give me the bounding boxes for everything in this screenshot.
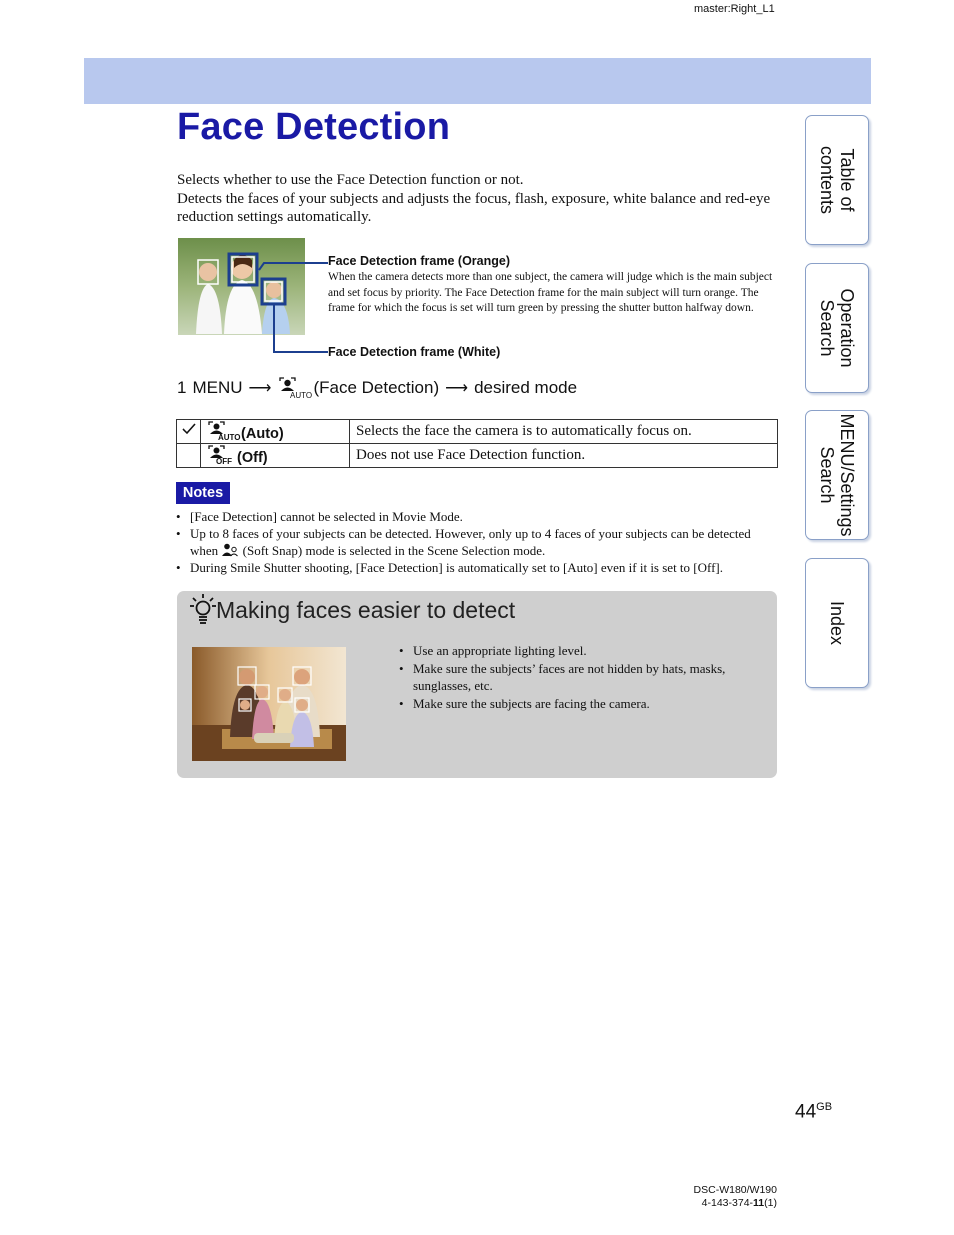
- mode-off-label: (Off): [237, 450, 268, 466]
- arrow-right-icon: ⟶: [445, 380, 469, 397]
- list-item: • [Face Detection] cannot be selected in Movie Mode.: [176, 508, 776, 525]
- face-detection-auto-icon: [277, 377, 313, 400]
- checkmark-icon: [182, 423, 196, 435]
- intro-line-2: Detects the faces of your subjects and adjusts the focus, flash, exposure, white balance and red-eye reduction settings automatically.: [177, 190, 771, 225]
- svg-text:AUTO: AUTO: [218, 433, 241, 442]
- page-number-value: 44: [795, 1101, 817, 1123]
- master-label: master:Right_L1: [694, 3, 775, 15]
- mode-table: [176, 419, 778, 468]
- mode-auto-label: (Auto): [241, 426, 284, 442]
- step-instruction: [177, 377, 577, 399]
- list-item: [176, 525, 776, 559]
- table-row: [177, 444, 778, 468]
- tab-menu-settings-search[interactable]: [805, 410, 869, 540]
- svg-text:OFF: OFF: [216, 457, 232, 466]
- step-destination: desired mode: [474, 378, 578, 397]
- page-title: Face Detection: [177, 106, 451, 148]
- mode-auto-description: Selects the face the camera is to automatically focus on.: [350, 420, 778, 444]
- mode-off-description: Does not use Face Detection function.: [350, 444, 778, 468]
- table-row: [177, 420, 778, 444]
- list-item: • Make sure the subjects are facing the camera.: [399, 695, 759, 713]
- white-frame-title: Face Detection frame (White): [328, 345, 501, 359]
- list-item: • Use an appropriate lighting level.: [399, 642, 759, 660]
- notes-badge: Notes: [176, 482, 230, 504]
- family-sample-photo: [192, 647, 346, 761]
- intro-line-1: Selects whether to use the Face Detection function or not.: [177, 172, 524, 188]
- note-2-text-a: Up to 8 faces of your subjects can be detected. However, only up to 4 faces of your subjects can be detected when: [190, 526, 751, 558]
- tab-operation-search[interactable]: [805, 263, 869, 393]
- note-2-text-b: (Soft Snap) mode is selected in the Scene Selection mode.: [242, 543, 546, 558]
- list-item: • Make sure the subjects’ faces are not hidden by hats, masks, sunglasses, etc.: [399, 660, 759, 695]
- step-number: 1: [177, 378, 187, 397]
- default-check-cell: [177, 420, 201, 444]
- tips-title: Making faces easier to detect: [216, 597, 516, 623]
- header-band: [84, 58, 871, 104]
- mode-auto-cell: [201, 420, 350, 444]
- face-detection-auto-icon: [207, 421, 241, 442]
- tab-label: Index: [827, 600, 847, 646]
- tab-label: MENU/Settings Search: [817, 413, 857, 537]
- page-number: [795, 1101, 832, 1123]
- orange-frame-description: When the camera detects more than one subject, the camera will judge which is the main subject and set focus by priority. The Face Detection frame for the main subject will turn orange. The frame for which the focus is set will turn green by pressing the shutter button halfway down.: [328, 271, 773, 315]
- svg-text:AUTO: AUTO: [290, 391, 313, 400]
- step-function: (Face Detection): [313, 378, 440, 397]
- face-detection-off-icon: [207, 445, 233, 465]
- mode-off-cell: [201, 444, 350, 468]
- tab-label: Table of contents: [817, 145, 857, 215]
- empty-check-cell: [177, 444, 201, 468]
- model-code-b: 11: [753, 1197, 765, 1209]
- model-name: DSC-W180/W190: [693, 1184, 777, 1196]
- model-code-c: (1): [764, 1197, 777, 1209]
- tab-index[interactable]: [805, 558, 869, 688]
- orange-frame-title: Face Detection frame (Orange): [328, 254, 510, 268]
- tips-list: [399, 642, 759, 712]
- arrow-right-icon: ⟶: [248, 380, 272, 397]
- step-menu: MENU: [192, 378, 243, 397]
- page-number-suffix: GB: [816, 1101, 833, 1113]
- lightbulb-icon: [189, 593, 217, 627]
- intro-text: [177, 171, 777, 227]
- frame-callout-lines: [250, 250, 330, 360]
- model-code-a: 4-143-374-: [701, 1197, 754, 1209]
- tab-table-of-contents[interactable]: [805, 115, 869, 245]
- tab-label: Operation Search: [817, 288, 857, 368]
- list-item: • During Smile Shutter shooting, [Face Detection] is automatically set to [Auto] even if it is set to [Off].: [176, 559, 776, 576]
- model-code: [660, 1197, 777, 1210]
- notes-list: [176, 508, 776, 576]
- model-info: [660, 1184, 777, 1210]
- soft-snap-icon: [221, 543, 239, 557]
